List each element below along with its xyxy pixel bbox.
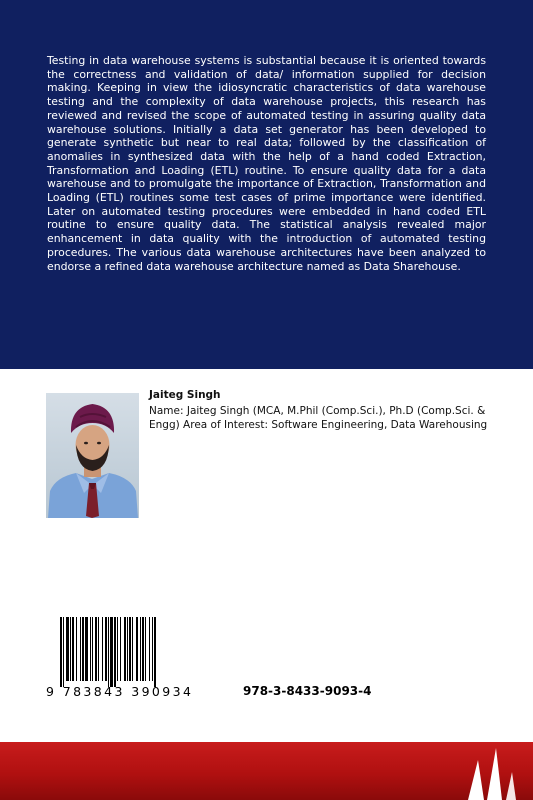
barcode-digits: 9 783843 390934 (46, 684, 194, 699)
bottom-color-band (0, 742, 533, 800)
author-bio: Name: Jaiteg Singh (MCA, M.Phil (Comp.Sci.), Ph.D (Comp.Sci. & Engg) Area of Interest: Software Engineering, Data Warehousing (149, 405, 488, 431)
author-name: Jaiteg Singh (149, 389, 221, 401)
isbn-number: 978-3-8433-9093-4 (243, 684, 372, 698)
author-portrait-icon (46, 393, 139, 518)
abstract-panel (0, 0, 533, 369)
author-photo (46, 393, 139, 518)
publisher-logo-icon (462, 742, 520, 800)
abstract-text: Testing in data warehouse systems is substantial because it is oriented towards the correctness and validation of data/ information supplied for decision making. Keeping in view the idiosyncratic characteristics of data warehouse testing and the complexity of data warehouse projects, this research has reviewed and revised the scope of automated testing in assuring quality data warehouse solutions. Initially a data set generator has been developed to generate synthetic but near to real data; followed by the classification of anomalies in synthesized data with the help of a hand coded Extraction, Transformation and Loading (ETL) routine. To ensure quality data for a data warehouse and to promulgate the importance of Extraction, Transformation and Loading (ETL) routines some test cases of prime importance were identified. Later on automated testing procedures were embedded in hand coded ETL routine to ensure quality data. The statistical analysis revealed major enhancement in data quality with the introduction of automated testing procedures. The various data warehouse architectures have been analyzed to endorse a refined data warehouse architecture named as Data Sharehouse. (47, 54, 486, 273)
